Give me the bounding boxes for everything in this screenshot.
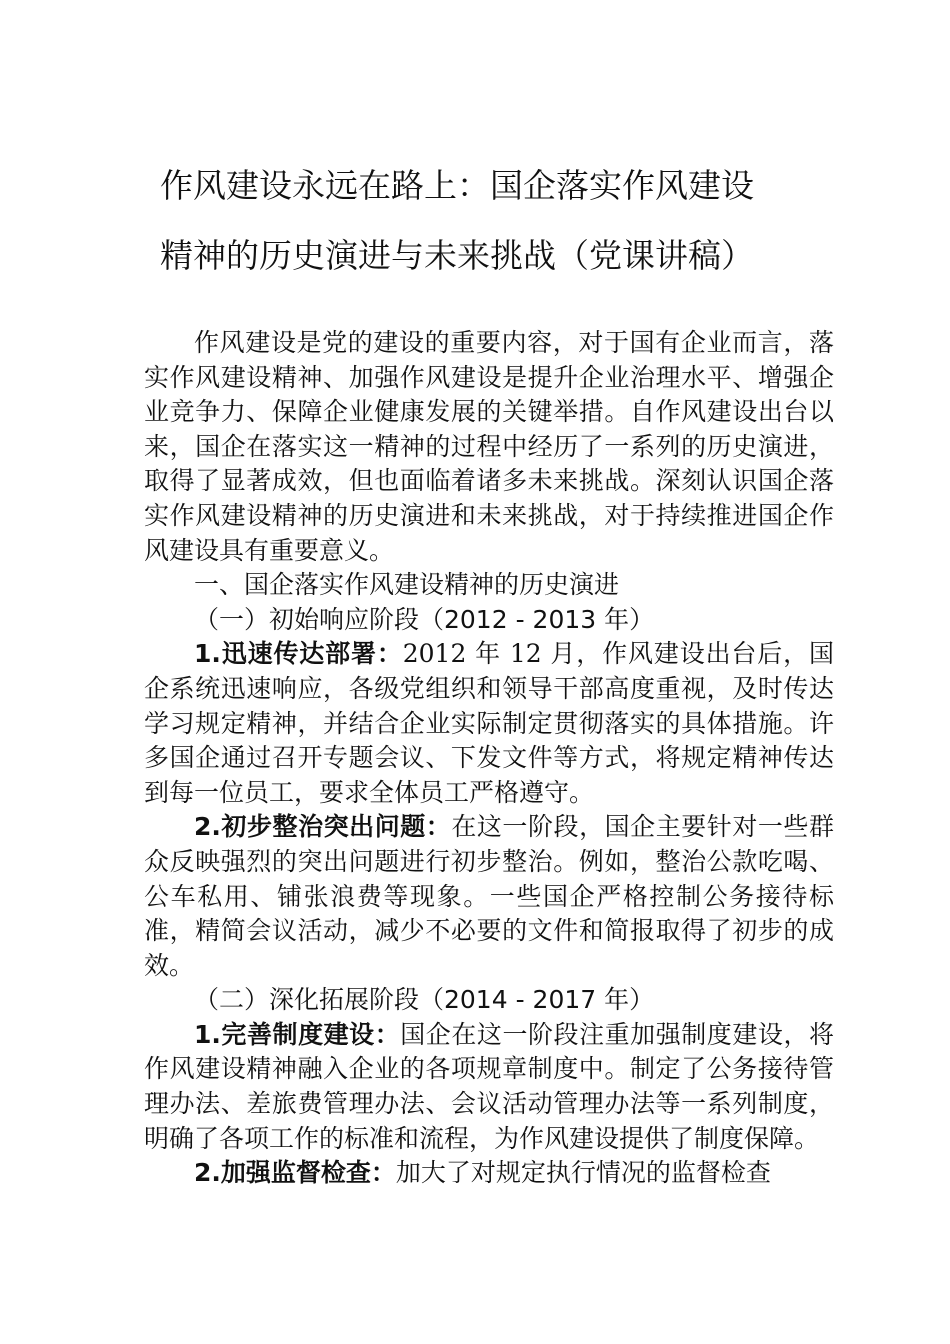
item-text: 国企在这一阶段注重加强制度建设，将作风建设精神融入企业的各项规章制度中。制定了公务接待管理办法、差旅费管理办法、会议活动管理办法等一系列制度，明确了各项工作的标准和流程，为作风建设提供了制度保障。 [144, 1019, 834, 1153]
intro-paragraph: 作风建设是党的建设的重要内容，对于国有企业而言，落实作风建设精神、加强作风建设是提升企业治理水平、增强企业竞争力、保障企业健康发展的关键举措。自作风建设出台以来，国企在落实这一精神的过程中经历了一系列的历史演进，取得了显著成效，但也面临着诸多未来挑战。深刻认识国企落实作风建设精神的历史演进和未来挑战，对于持续推进国企作风建设具有重要意义。 [144, 328, 834, 565]
item-label: 1.完善制度建设： [194, 1019, 401, 1049]
subsection-heading: （二）深化拓展阶段（2014 - 2017 年） [194, 985, 655, 1015]
document-body [144, 326, 834, 1191]
item-text: ，作风建设出台后，国企系统迅速响应，各级党组织和领导干部高度重视，及时传达学习规定精神，并结合企业实际制定贯彻落实的具体措施。许多国企通过召开专题会议、下发文件等方式，将规定精神传达到每一位员工，要求全体员工严格遵守。 [144, 639, 834, 807]
item-text: 在这一阶段，国企主要针对一些群众反映强烈的突出问题进行初步整治。例如，整治公款吃喝、公车私用、铺张浪费等现象。一些国企严格控制公务接待标准，精简会议活动，减少不必要的文件和简报取得了初步的成效。 [144, 812, 834, 980]
subsection-heading: （一）初始响应阶段（2012 - 2013 年） [194, 604, 655, 634]
list-item [144, 810, 834, 983]
list-item [144, 1018, 834, 1156]
item-label: 2.加强监督检查： [194, 1158, 396, 1188]
item-date: 2012 年 12 月 [402, 639, 577, 669]
section-heading: 一、国企落实作风建设精神的历史演进 [194, 570, 620, 600]
item-text: 加大了对规定执行情况的监督检查 [395, 1158, 771, 1188]
list-item [144, 637, 834, 810]
item-label: 2.初步整治突出问题： [194, 812, 452, 842]
document-title-line-1: 作风建设永远在路上：国企落实作风建设 [160, 166, 754, 205]
list-item [144, 1156, 834, 1191]
item-label: 1.迅速传达部署： [194, 639, 403, 669]
document-title-line-2: 精神的历史演进与未来挑战（党课讲稿） [160, 236, 754, 275]
